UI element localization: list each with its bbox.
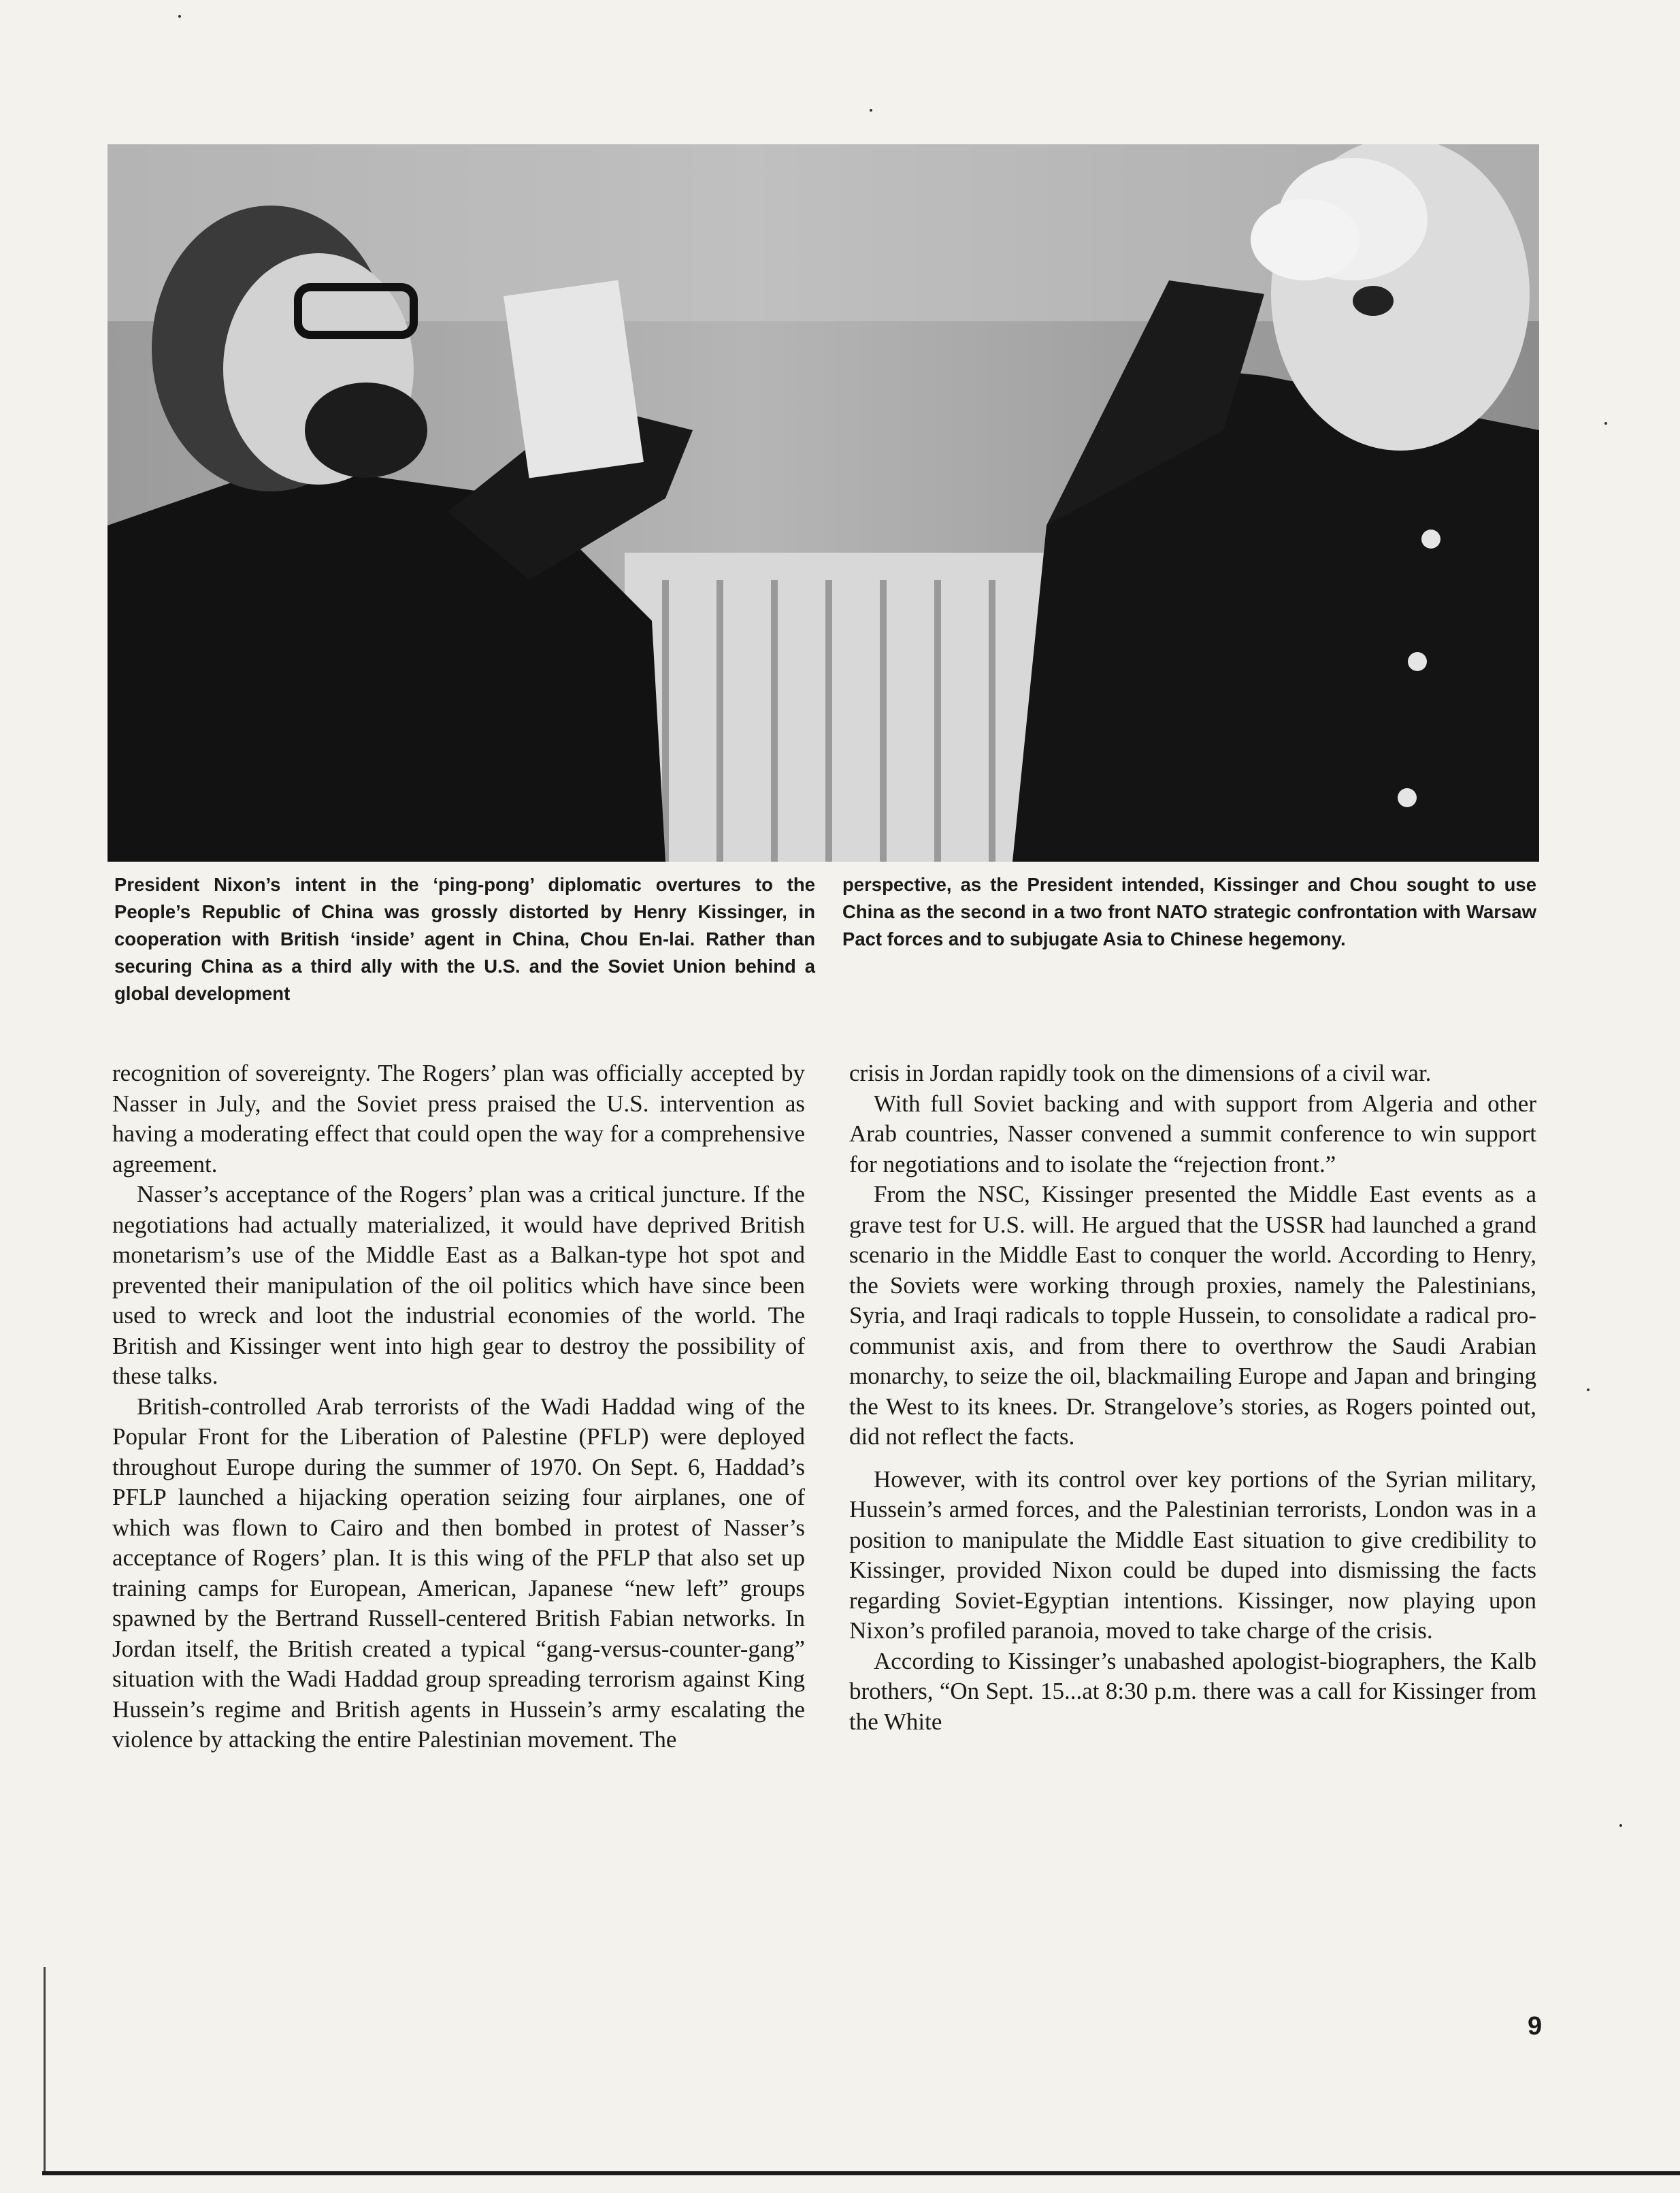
article-paragraph: crisis in Jordan rapidly took on the dimensions of a civil war.	[849, 1060, 1432, 1086]
scan-speck	[870, 109, 872, 112]
halftone-photo	[108, 144, 1539, 862]
scan-speck	[178, 15, 181, 18]
article-paragraph: With full Soviet backing and with support from Algeria and other Arab countries, Nasser convened a summit conference to win support for negotiations and to isolate the “rejection front.”	[849, 1090, 1536, 1177]
article-paragraph: recognition of sovereignty. The Rogers’ plan was officially accepted by Nasser in July, and the Soviet press praised the U.S. intervention as having a moderating effect that could open the way for a comprehensive agreement.	[112, 1060, 805, 1177]
scan-speck	[1619, 1824, 1622, 1827]
photo-caption-left: President Nixon’s intent in the ‘ping-pong’ diplomatic overtures to the People’s Republic of China was grossly distorted by Henry Kissinger, in cooperation with British ‘inside’ agent in China, Chou En-lai. Rather than securing China as a third ally with the U.S. and the Soviet Union behind a global development	[114, 874, 815, 1004]
bottom-rule	[42, 2171, 1680, 2175]
scan-speck	[1604, 422, 1607, 425]
scan-edge-line	[44, 1967, 46, 2171]
article-paragraph: Nasser’s acceptance of the Rogers’ plan was a critical juncture. If the negotiations had actually materialized, it would have deprived British monetarism’s use of the Middle East as a Balkan-type hot spot and prevented their manipulation of the oil politics which have since been used to wreck and loot the industrial economies of the world. The British and Kissinger went into high gear to destroy the possibility of these talks.	[112, 1181, 805, 1389]
article-paragraph: However, with its control over key portions of the Syrian military, Hussein’s armed forces, and the Palestinian terrorists, London was in a position to manipulate the Middle East situation to give credibility to Kissinger, provided Nixon could be duped into dismissing the facts regarding Soviet-Egyptian intentions. Kissinger, now playing upon Nixon’s profiled paranoia, moved to take charge of the crisis.	[849, 1465, 1536, 1644]
article-column-left	[112, 1058, 805, 1755]
article-paragraph: From the NSC, Kissinger presented the Middle East events as a grave test for U.S. will. He argued that the USSR had launched a grand scenario in the Middle East to conquer the world. According to Henry, the Soviets were working through proxies, namely the Palestinians, Syria, and Iraqi radicals to topple Hussein, to consolidate a radical pro-communist axis, and from there to overthrow the Saudi Arabian monarchy, to seize the oil, blackmailing Europe and Japan and bringing the West to its knees. Dr. Strangelove’s stories, as Rogers pointed out, did not reflect the facts.	[849, 1181, 1536, 1450]
scan-speck	[1587, 1388, 1590, 1391]
article-paragraph: According to Kissinger’s unabashed apologist-biographers, the Kalb brothers, “On Sept. 15...at 8:30 p.m. there was a call for Kissinger from the White	[849, 1647, 1536, 1735]
page-number: 9	[1528, 2012, 1543, 2041]
article-paragraph: British-controlled Arab terrorists of the Wadi Haddad wing of the Popular Front for the Liberation of Palestine (PFLP) were deployed throughout Europe during the summer of 1970. On Sept. 6, Haddad’s PFLP launched a hijacking operation seizing four airplanes, one of which was flown to Cairo and then bombed in protest of Nasser’s acceptance of Rogers’ plan. It is this wing of the PFLP that also set up training camps for European, American, Japanese “new left” groups spawned by the Bertrand Russell-centered British Fabian networks. In Jordan itself, the British created a typical “gang-versus-counter-gang” situation with the Wadi Haddad group spreading terrorism against King Hussein’s regime and British agents in Hussein’s army escalating the violence by attacking the entire Palestinian movement. The	[112, 1393, 805, 1753]
article-column-right	[849, 1058, 1536, 1737]
photo-caption-right: perspective, as the President intended, Kissinger and Chou sought to use China as the second in a two front NATO strategic confrontation with Warsaw Pact forces and to subjugate Asia to Chinese hegemony.	[842, 874, 1536, 949]
